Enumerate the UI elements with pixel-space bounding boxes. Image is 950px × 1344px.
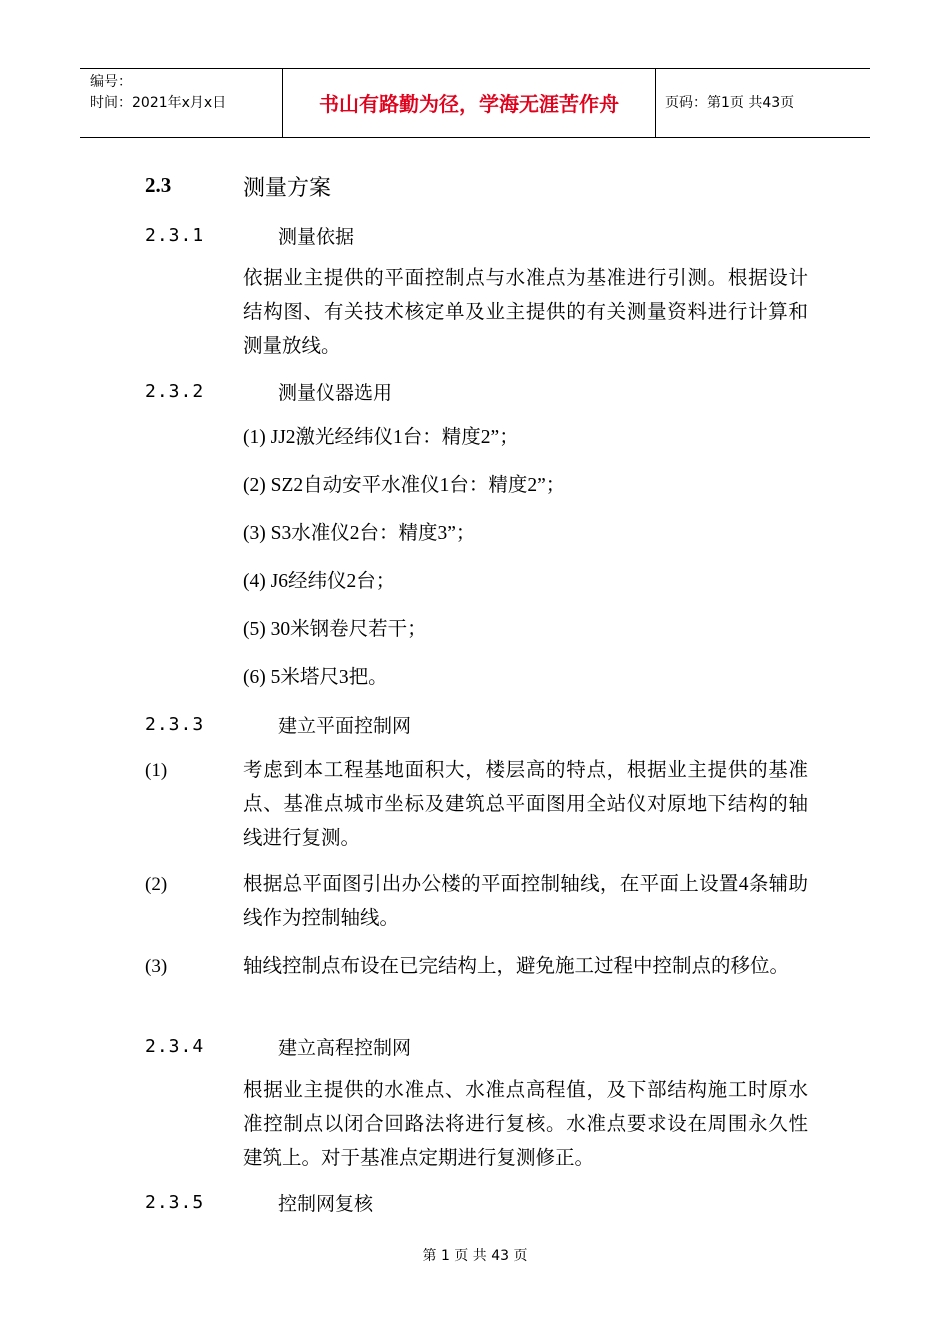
- header-page-cell: [655, 69, 870, 137]
- section-title: 测量方案: [243, 176, 332, 201]
- subsection-title: 控制网复核: [278, 1193, 374, 1215]
- document-date-label: 时间：2021年x月x日: [90, 95, 227, 111]
- instrument-item: (1) JJ2激光经纬仪1台：精度2”；: [243, 427, 519, 448]
- header-meta-cell: [80, 69, 282, 137]
- instrument-item: (2) SZ2自动安平水准仪1台：精度2”；: [243, 475, 566, 496]
- instrument-item: (3) S3水准仪2台：精度3”；: [243, 523, 476, 544]
- subsection-title: 建立高程控制网: [278, 1037, 412, 1059]
- instrument-item: (4) J6经纬仪2台；: [243, 571, 396, 592]
- subsection-number: 2.3.1: [145, 225, 205, 246]
- instrument-item: (5) 30米钢卷尺若干；: [243, 619, 427, 640]
- numbered-paragraph: 轴线控制点布设在已完结构上，避免施工过程中控制点的移位。: [243, 956, 790, 977]
- subsection-title: 建立平面控制网: [278, 715, 412, 737]
- page-header: [80, 68, 870, 138]
- subsection-number: 2.3.5: [145, 1192, 205, 1213]
- instrument-item: (6) 5米塔尺3把。: [243, 667, 388, 688]
- header-motto-cell: [282, 69, 656, 137]
- subsection-number: 2.3.3: [145, 714, 205, 735]
- document-number-label: 编号：: [90, 74, 132, 90]
- subsection-title: 测量仪器选用: [278, 382, 393, 404]
- subsection-title: 测量依据: [278, 226, 355, 248]
- subsection-paragraph: 依据业主提供的平面控制点与水准点为基准进行引测。根据设计结构图、有关技术核定单及业主提供的有关测量资料进行计算和测量放线。: [243, 268, 808, 357]
- numbered-mark: (2): [145, 874, 168, 895]
- subsection-paragraph: 根据业主提供的水准点、水准点高程值，及下部结构施工时原水准控制点以闭合回路法将进行复核。水准点要求设在周围永久性建筑上。对于基准点定期进行复测修正。: [243, 1080, 808, 1169]
- numbered-paragraph: 考虑到本工程基地面积大，楼层高的特点，根据业主提供的基准点、基准点城市坐标及建筑总平面图用全站仪对原地下结构的轴线进行复测。: [243, 760, 808, 849]
- page-footer: 第 1 页 共 43 页: [422, 1248, 528, 1264]
- header-motto: 书山有路勤为径，学海无涯苦作舟: [319, 92, 619, 116]
- subsection-number: 2.3.4: [145, 1036, 205, 1057]
- numbered-mark: (3): [145, 956, 168, 977]
- header-page-label: 页码：第1页 共43页: [665, 95, 795, 111]
- numbered-paragraph: 根据总平面图引出办公楼的平面控制轴线，在平面上设置4条辅助线作为控制轴线。: [243, 874, 808, 929]
- numbered-mark: (1): [145, 760, 168, 781]
- section-number: 2.3: [145, 173, 172, 197]
- subsection-number: 2.3.2: [145, 381, 205, 402]
